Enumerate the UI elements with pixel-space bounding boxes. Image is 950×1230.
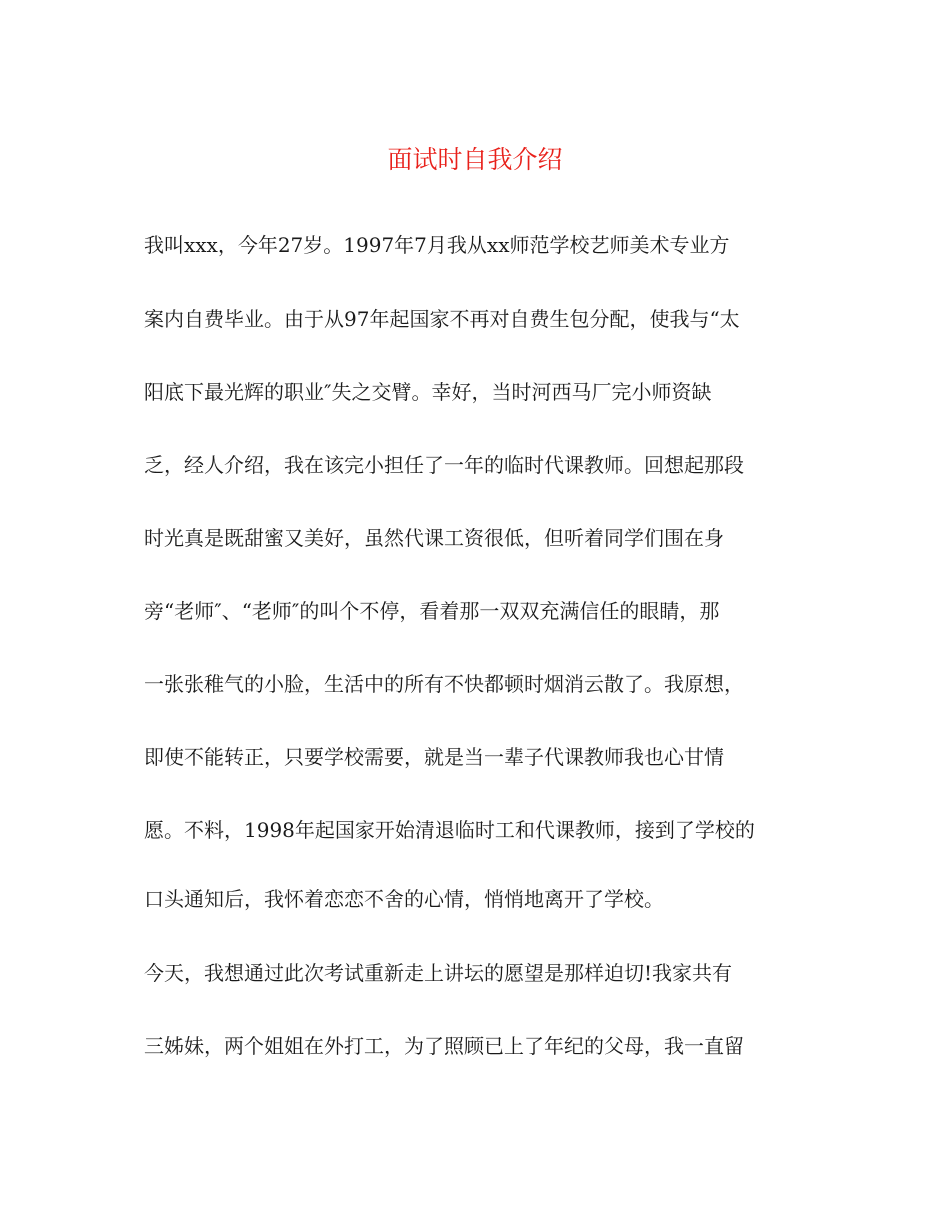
body-line: 阳底下最光辉的职业″失之交臂。幸好，当时河西马厂完小师资缺 (144, 380, 712, 404)
body-line: 一张张稚气的小脸，生活中的所有不快都顿时烟消云散了。我原想， (144, 672, 744, 696)
body-line: 我叫xxx，今年27岁。1997年7月我从xx师范学校艺师美术专业方 (144, 233, 730, 257)
body-line: 时光真是既甜蜜又美好，虽然代课工资很低，但听着同学们围在身 (144, 526, 724, 550)
body-line: 乏，经人介绍，我在该完小担任了一年的临时代课教师。回想起那段 (144, 453, 744, 477)
body-line: 今天，我想通过此次考试重新走上讲坛的愿望是那样迫切!我家共有 (144, 961, 733, 985)
body-line: 旁“老师″、“老师″的叫个不停，看着那一双双充满信任的眼睛，那 (144, 599, 720, 623)
body-line: 三姊妹，两个姐姐在外打工，为了照顾已上了年纪的父母，我一直留 (144, 1034, 744, 1058)
page-title: 面试时自我介绍 (387, 145, 563, 174)
body-line: 案内自费毕业。由于从97年起国家不再对自费生包分配，使我与“太 (144, 307, 740, 331)
body-line: 口头通知后，我怀着恋恋不舍的心情，悄悄地离开了学校。 (144, 887, 664, 911)
body-line: 愿。不料，1998年起国家开始清退临时工和代课教师，接到了学校的 (144, 818, 755, 842)
body-line: 即使不能转正，只要学校需要，就是当一辈子代课教师我也心甘情 (144, 745, 724, 769)
